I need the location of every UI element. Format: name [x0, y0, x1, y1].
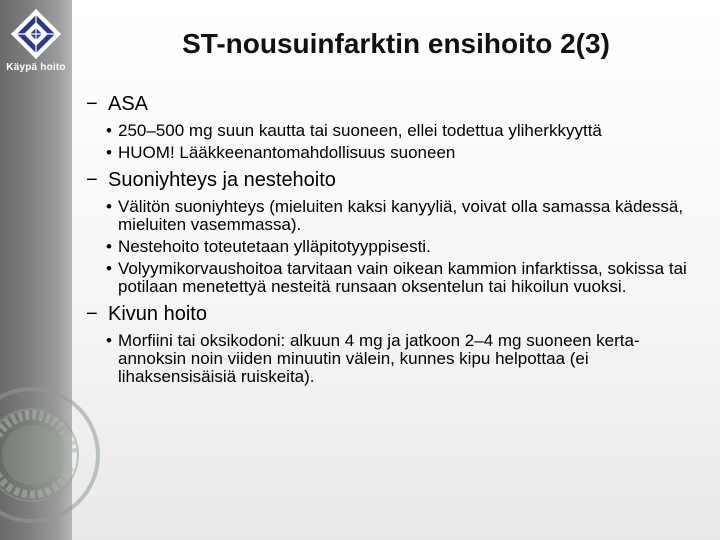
logo-text: Käypä hoito	[6, 62, 66, 73]
bullet-item: • Morfiini tai oksikodoni: alkuun 4 mg ja jatkoon 2–4 mg suoneen kerta-annoksin noin viiden minuutin välein, kunnes kipu helpottaa (ei lihaksensisäisiä ruiskeita).	[106, 331, 640, 386]
sidebar	[0, 0, 72, 540]
bullet-list	[86, 122, 706, 162]
section-heading: − ASA	[86, 93, 149, 115]
bullet-item: • Nestehoito toteutetaan ylläpitotyyppisesti.	[106, 237, 431, 256]
bullet-list	[86, 332, 706, 386]
diamond-logo-icon	[10, 8, 62, 60]
bullet-item: • Volyymikorvaushoitoa tarvitaan vain oikean kammion infarktissa, sokissa tai potilaan menetettyä nesteitä runsaan oksentelun tai hikoilun vuoksi.	[106, 259, 687, 296]
bullet-item: • Välitön suoniyhteys (mieluiten kaksi kanyyliä, voivat olla samassa kädessä, mieluiten vasemmassa).	[106, 197, 684, 234]
duodecim-seal-icon	[0, 385, 102, 525]
bullet-item: • HUOM! Lääkkeenantomahdollisuus suoneen	[106, 143, 456, 162]
slide-content	[86, 92, 706, 392]
bullet-list	[86, 198, 706, 296]
section-heading: − Suoniyhteys ja nestehoito	[86, 169, 336, 191]
kaypa-hoito-logo	[4, 6, 68, 78]
bullet-item: • 250–500 mg suun kautta tai suoneen, ellei todettua yliherkkyyttä	[106, 121, 602, 140]
slide-title: ST-nousuinfarktin ensihoito 2(3)	[182, 28, 610, 59]
section-heading: − Kivun hoito	[86, 303, 207, 325]
